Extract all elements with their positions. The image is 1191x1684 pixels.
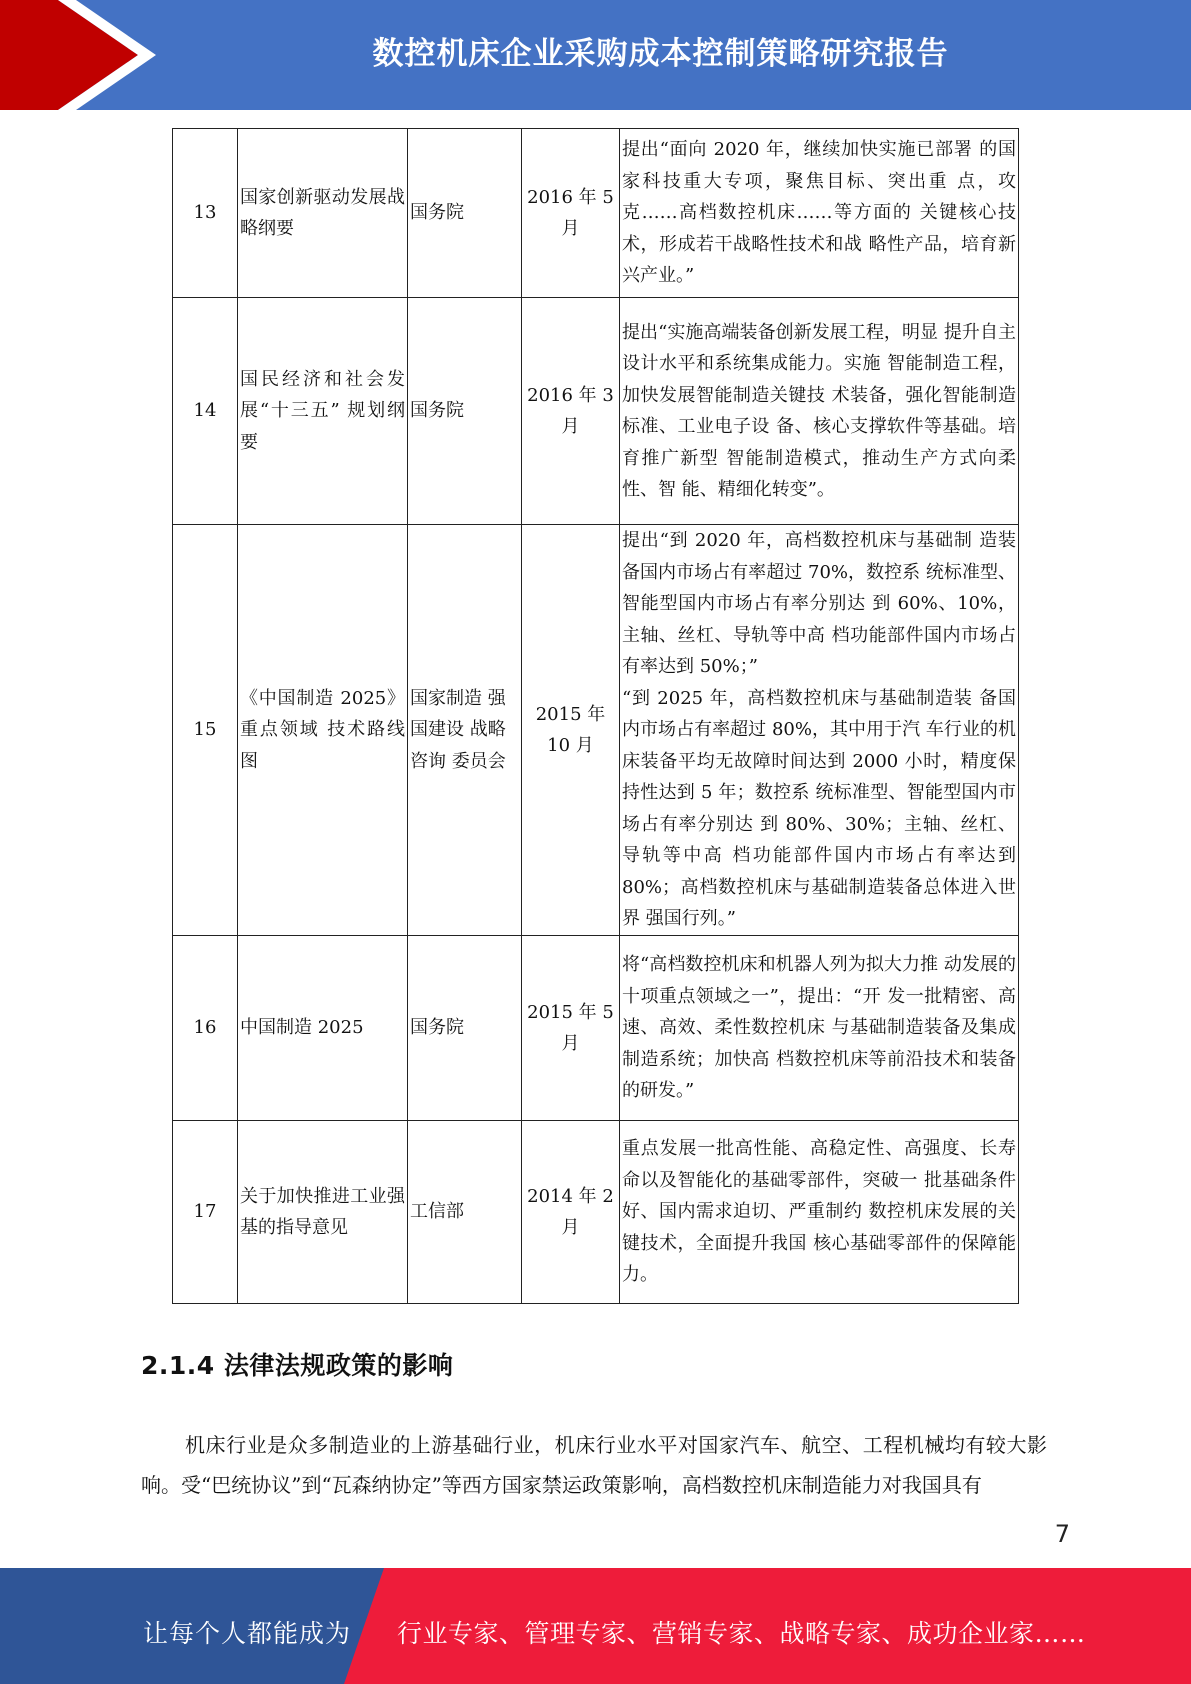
cell-number: 15	[173, 525, 238, 936]
cell-policy-name: 关于加快推进工业强基的指导意见	[238, 1121, 408, 1304]
body-paragraph: 机床行业是众多制造业的上游基础行业，机床行业水平对国家汽车、航空、工程机械均有较大影响。受“巴统协议”到“瓦森纳协定”等西方国家禁运政策影响，高档数控机床制造能力对我国具有	[141, 1433, 1047, 1497]
cell-content: 提出“实施高端装备创新发展工程，明显 提升自主设计水平和系统集成能力。实施 智能制造工程，加快发展智能制造关键技 术装备，强化智能制造标准、工业电子设 备、核心支撑软件等基础。培育推广新型 智能制造模式，推动生产方式向柔性、智 能、精细化转变”。	[620, 298, 1019, 525]
table-row	[173, 1121, 1019, 1304]
cell-policy-name: 国家创新驱动发展战略纲要	[238, 129, 408, 298]
page-number: 7	[1054, 1520, 1070, 1548]
footer-slogan-left: 让每个人都能成为	[143, 1619, 352, 1648]
cell-policy-name: 国民经济和社会发展“十三五” 规划纲要	[238, 298, 408, 525]
cell-policy-name: 《中国制造 2025》重点领域 技术路线图	[238, 525, 408, 936]
footer-slogan-right: 行业专家、管理专家、营销专家、战略专家、成功企业家……	[397, 1619, 1086, 1648]
cell-policy-name: 中国制造 2025	[238, 936, 408, 1121]
cell-number: 16	[173, 936, 238, 1121]
policy-table	[172, 128, 1019, 1304]
cell-content	[620, 525, 1019, 936]
page-footer	[0, 1568, 1191, 1684]
header-title: 数控机床企业采购成本控制策略研究报告	[372, 36, 949, 72]
table-row	[173, 298, 1019, 525]
page-header	[0, 0, 1191, 110]
table-row	[173, 936, 1019, 1121]
content-paragraph: “到 2025 年，高档数控机床与基础制造装 备国内市场占有率超过 80%，其中用于汽 车行业的机床装备平均无故障时间达到 2000 小时，精度保持性达到 5 年；数控系 统标准型、智能型国内市场占有率分别达 到 80%、30%；主轴、丝杠、导轨等中高 档功能部件国内市场占有率达到 80%；高档数控机床与基础制造装备总体进入世界 强国行列。”	[622, 687, 1016, 930]
content-paragraph: 提出“到 2020 年，高档数控机床与基础制 造装备国内市场占有率超过 70%，数控系 统标准型、智能型国内市场占有率分别达 到 60%、10%，主轴、丝杠、导轨等中高 档功能部件国内市场占有率达到 50%；”	[622, 530, 1016, 678]
cell-content: 重点发展一批高性能、高稳定性、高强度、长寿命以及智能化的基础零部件，突破一 批基础条件好、国内需求迫切、严重制约 数控机床发展的关键技术，全面提升我国 核心基础零部件的保障能力。	[620, 1121, 1019, 1304]
cell-date: 2015 年 10 月	[522, 525, 620, 936]
cell-date: 2016 年 3 月	[522, 298, 620, 525]
cell-date: 2016 年 5 月	[522, 129, 620, 298]
cell-number: 17	[173, 1121, 238, 1304]
cell-issuer: 工信部	[408, 1121, 522, 1304]
table-row	[173, 525, 1019, 936]
cell-date: 2015 年 5 月	[522, 936, 620, 1121]
section-heading: 2.1.4 法律法规政策的影响	[141, 1351, 454, 1380]
cell-issuer: 国家制造 强国建设 战略咨询 委员会	[408, 525, 522, 936]
cell-issuer: 国务院	[408, 936, 522, 1121]
cell-date: 2014 年 2 月	[522, 1121, 620, 1304]
cell-issuer: 国务院	[408, 298, 522, 525]
cell-content: 提出“面向 2020 年，继续加快实施已部署 的国家科技重大专项，聚焦目标、突出重 点，攻克……高档数控机床……等方面的 关键核心技术，形成若干战略性技术和战 略性产品，培育新兴产业。”	[620, 129, 1019, 298]
cell-content: 将“高档数控机床和机器人列为拟大力推 动发展的十项重点领域之一”，提出：“开 发一批精密、高速、高效、柔性数控机床 与基础制造装备及集成制造系统；加快高 档数控机床等前沿技术和装备的研发。”	[620, 936, 1019, 1121]
cell-issuer: 国务院	[408, 129, 522, 298]
cell-number: 14	[173, 298, 238, 525]
header-chevron-graphic	[0, 0, 160, 110]
cell-number: 13	[173, 129, 238, 298]
table-row	[173, 129, 1019, 298]
